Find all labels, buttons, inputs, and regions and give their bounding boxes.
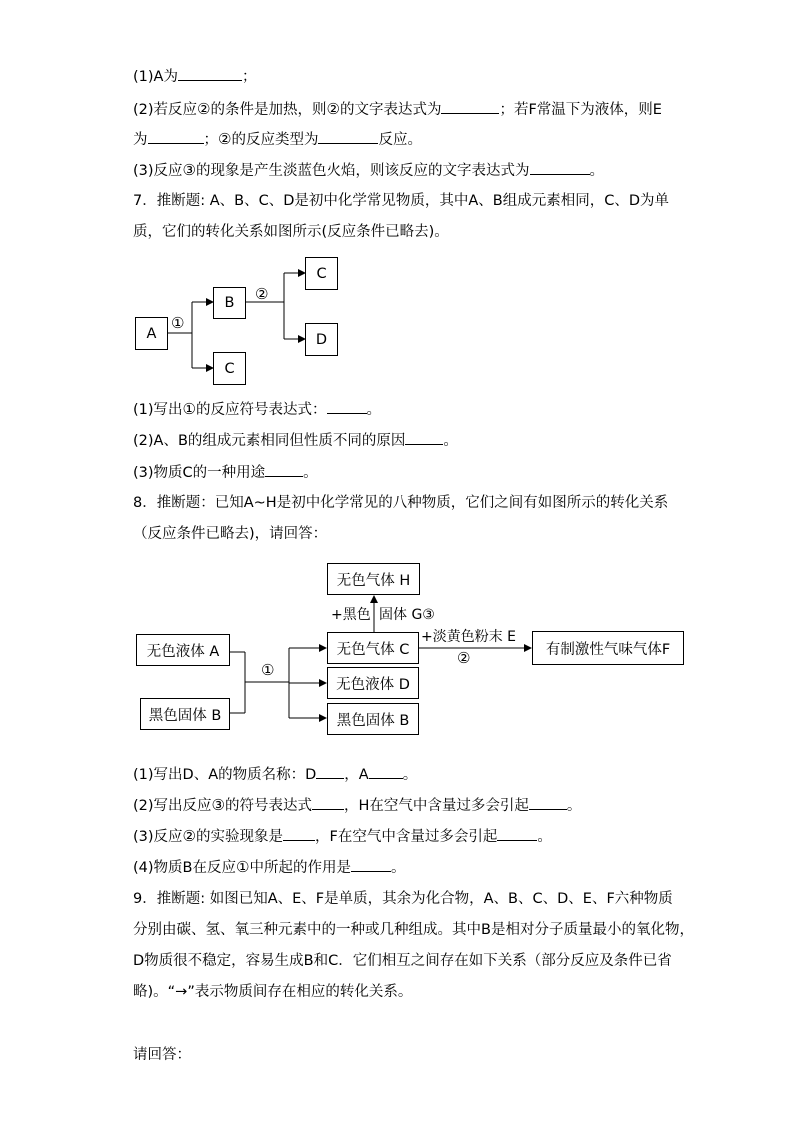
q8-label-reaction-2: ② [457, 649, 471, 667]
q9-prompt: 请回答： [133, 1047, 191, 1063]
q8-box-c: 无色气体 C [327, 632, 419, 664]
answer-blank[interactable] [529, 795, 567, 810]
q7-box-d: D [305, 323, 338, 356]
answer-blank[interactable] [497, 826, 537, 841]
q7-box-c-bottom: C [213, 352, 246, 385]
q8-sub4: (4)物质B在反应①中所起的作用是 。 [133, 858, 406, 876]
q8-box-a: 无色液体 A [136, 634, 230, 666]
answer-blank[interactable] [405, 430, 443, 445]
q8-sub1: (1)写出D、A的物质名称：D ，A 。 [133, 764, 417, 785]
answer-blank[interactable] [283, 826, 315, 841]
q7-sub1: (1)写出①的反应符号表达式： 。 [133, 400, 381, 418]
q6-sub3: (3)反应③的现象是产生淡蓝色火焰，则该反应的文字表达式为 。 [133, 161, 604, 179]
q8-box-b-left: 黑色固体 B [140, 698, 230, 730]
q7-stem-line1: 7．推断题: A、B、C、D是初中化学常见物质，其中A、B组成元素相同，C、D为单 [133, 193, 670, 209]
q9-stem-line4: 略)。“→”表示物质间存在相应的转化关系。 [133, 984, 413, 1000]
q9-stem-line1: 9．推断题: 如图已知A、E、F是单质，其余为化合物，A、B、C、D、E、F六种物质 [133, 891, 673, 907]
q7-label-reaction-2: ② [255, 285, 269, 303]
q6-sub2: (2)若反应②的条件是加热，则②的文字表达式为 ；若F常温下为液体，则E [133, 100, 662, 118]
answer-blank[interactable] [351, 857, 391, 872]
q7-label-reaction-1: ① [171, 314, 185, 332]
q8-label-black-g-b: 固体 G③ [379, 607, 435, 623]
q8-sub3: (3)反应②的实验现象是 ，F在空气中含量过多会引起 。 [133, 827, 552, 845]
answer-blank[interactable] [265, 462, 303, 477]
q8-stem-line2: （反应条件已略去)，请回答： [133, 526, 328, 542]
q9-stem-line3: D物质很不稳定，容易生成B和C．它们相互之间存在如下关系（部分反应及条件已省 [133, 953, 672, 969]
answer-blank[interactable] [327, 399, 367, 414]
answer-blank[interactable] [316, 764, 344, 779]
q7-sub2: (2)A、B的组成元素相同但性质不同的原因 。 [133, 430, 458, 451]
q8-label-yellow-e: +淡黄色粉末 E [421, 629, 517, 645]
answer-blank[interactable] [312, 795, 344, 810]
q6-sub2-cont: 为 ；②的反应类型为 反应。 [133, 130, 422, 148]
q7-sub3: (3)物质C的一种用途 。 [133, 462, 318, 483]
q7-stem-line2: 质，它们的转化关系如图所示(反应条件已略去)。 [133, 224, 449, 240]
q8-box-h: 无色气体 H [327, 563, 420, 595]
answer-blank[interactable] [369, 764, 403, 779]
q8-sub2: (2)写出反应③的符号表达式 ，H在空气中含量过多会引起 。 [133, 796, 582, 814]
q8-box-b-right: 黑色固体 B [327, 703, 419, 735]
q7-box-a: A [135, 317, 168, 350]
q7-box-c-top: C [305, 257, 338, 290]
q6-sub1: (1)A为 ； [133, 66, 256, 87]
q9-stem-line2: 分别由碳、氢、氧三种元素中的一种或几种组成。其中B是相对分子质量最小的氧化物， [133, 922, 694, 938]
q7-box-b: B [213, 287, 246, 319]
q8-label-black-g-a: +黑色 [331, 607, 371, 623]
q8-box-d: 无色液体 D [327, 667, 419, 699]
q8-box-f: 有制激性气味气体F [532, 631, 684, 665]
q8-stem-line1: 8．推断题：已知A~H是初中化学常见的八种物质，它们之间有如图所示的转化关系 [133, 495, 669, 511]
q8-label-reaction-1: ① [261, 661, 275, 679]
